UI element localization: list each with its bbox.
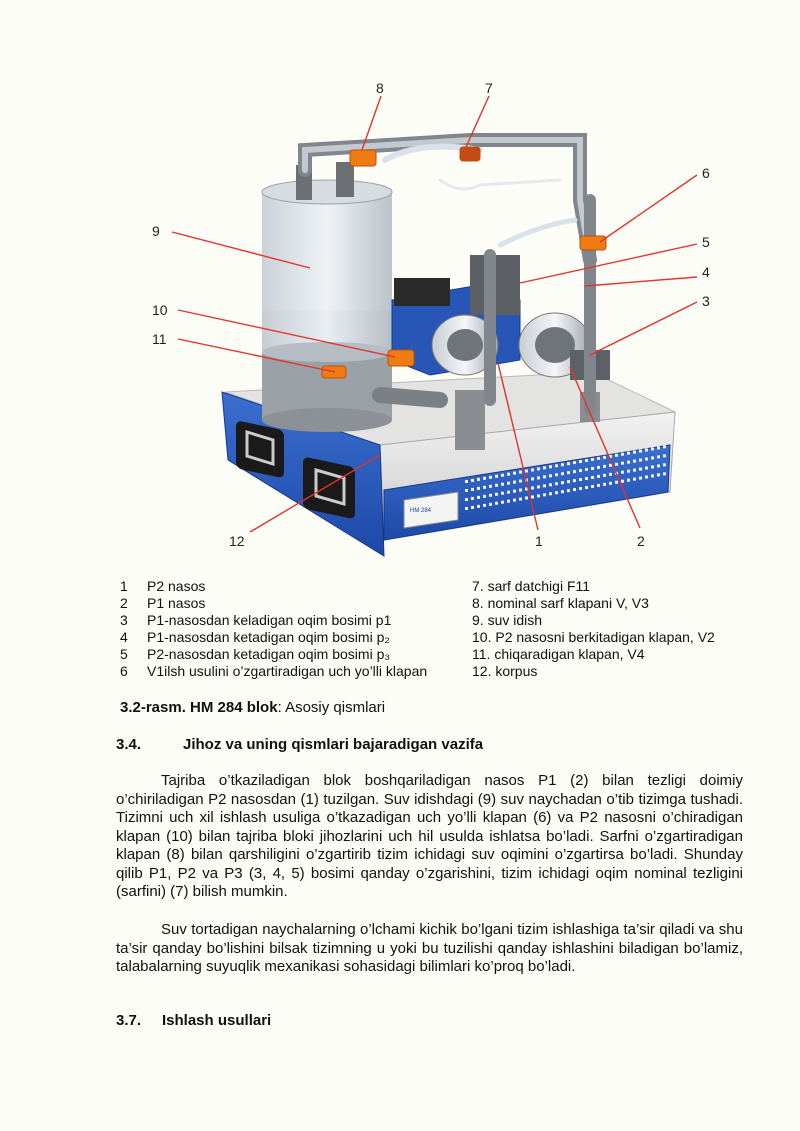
section-heading-3-7 <box>116 1012 271 1029</box>
hm284-illustration <box>0 0 800 560</box>
caption-label: 3.2-rasm. HM 284 blok <box>120 699 278 716</box>
legend-text: P2-nasosdan ketadigan oqim bosimi p₃ <box>147 646 391 662</box>
callout-5: 5 <box>702 234 710 250</box>
legend-item <box>120 663 427 680</box>
legend-item: 8. nominal sarf klapani V, V3 <box>472 595 649 611</box>
callout-10: 10 <box>152 302 168 318</box>
callout-9: 9 <box>152 223 160 239</box>
callout-1: 1 <box>535 533 543 549</box>
legend-item <box>120 612 427 629</box>
callout-11: 11 <box>152 331 167 347</box>
legend-text: V1ilsh usulini o’zgartiradigan uch yo’lli klapan <box>147 663 428 679</box>
callout-4: 4 <box>702 264 710 280</box>
legend-text: P1 nasos <box>147 595 206 611</box>
section-title: Ishlash usullari <box>162 1012 272 1029</box>
legend-right <box>472 578 715 680</box>
legend-left <box>120 578 427 680</box>
body-paragraph-1: Tajriba o’tkaziladigan blok boshqariladigan nasos P1 (2) bilan tezligi doimiy o’chiriladigan P2 nasosdan (1) tuzilgan. Suv idishdagi (9) suv naychadan o’tib tizimga tushadi. Tizimni uch xil ishlash usuliga o’tkazadigan uch yo’lli klapan (6) va P2 nasosni o’chiradigan klapan (10) bilan tajriba bloki jihozlarini uch hil usulda ishlatsa bo’ladi. Sarfni o’zgartiradigan klapan (8) bilan qarshiligini o’zgartirib tizim ichidagi suv oqimini o’zgartirsa bo’ladi. Shunday qilib P1, P2 va P3 (3, 4, 5) bosimi qanday o’zgarishini, tizim ichidagi oqim nominal tezligini (sarfini) (7) bilish mumkin. <box>116 772 743 900</box>
water-tank <box>262 162 392 432</box>
legend-number: 3 <box>120 612 128 628</box>
callout-2: 2 <box>637 533 645 549</box>
legend-item <box>120 578 427 595</box>
legend-number: 4 <box>120 629 128 645</box>
callout-6: 6 <box>702 165 710 181</box>
legend-item <box>120 629 427 646</box>
callout-3: 3 <box>702 293 710 309</box>
legend-number: 1 <box>120 578 128 594</box>
legend-item <box>120 646 427 663</box>
section-number: 3.7. <box>116 1012 142 1029</box>
legend-item: 11. chiqaradigan klapan, V4 <box>472 646 645 662</box>
legend-text: P1-nasosdan ketadigan oqim bosimi p₂ <box>147 629 390 645</box>
legend-number: 6 <box>120 663 128 679</box>
legend-item: 7. sarf datchigi F11 <box>472 578 591 594</box>
legend-item: 12. korpus <box>472 663 538 679</box>
callout-8: 8 <box>376 80 384 96</box>
legend-item: 10. P2 nasosni berkitadigan klapan, V2 <box>472 629 715 645</box>
section-title: Jihoz va uning qismlari bajaradigan vazifa <box>183 736 484 753</box>
equipment-figure <box>0 0 800 560</box>
callout-7: 7 <box>485 80 493 96</box>
legend-item <box>120 595 427 612</box>
figure-caption <box>120 699 385 716</box>
section-number: 3.4. <box>116 736 142 753</box>
device-label: HM 284 <box>410 508 432 514</box>
legend-item: 9. suv idish <box>472 612 543 628</box>
legend-text: P2 nasos <box>147 578 206 594</box>
body-paragraph-2: Suv tortadigan naychalarning o’lchami kichik bo’lgani tizim ishlashiga ta’sir qiladi va shu ta’sir qanday bo’lishini bilsak tizimning u yoki bu tuzilishi qanday ishlashini biladigan bo’lamiz, talabalarning suyuqlik mexanikasi sohasidagi bilimlari ko’proq bo’ladi. <box>116 921 743 975</box>
section-heading-3-4 <box>116 736 483 753</box>
callout-12: 12 <box>229 533 245 549</box>
legend-number: 5 <box>120 646 128 662</box>
caption-text: : Asosiy qismlari <box>277 699 386 716</box>
legend-number: 2 <box>120 595 128 611</box>
legend-text: P1-nasosdan keladigan oqim bosimi p1 <box>147 612 392 628</box>
